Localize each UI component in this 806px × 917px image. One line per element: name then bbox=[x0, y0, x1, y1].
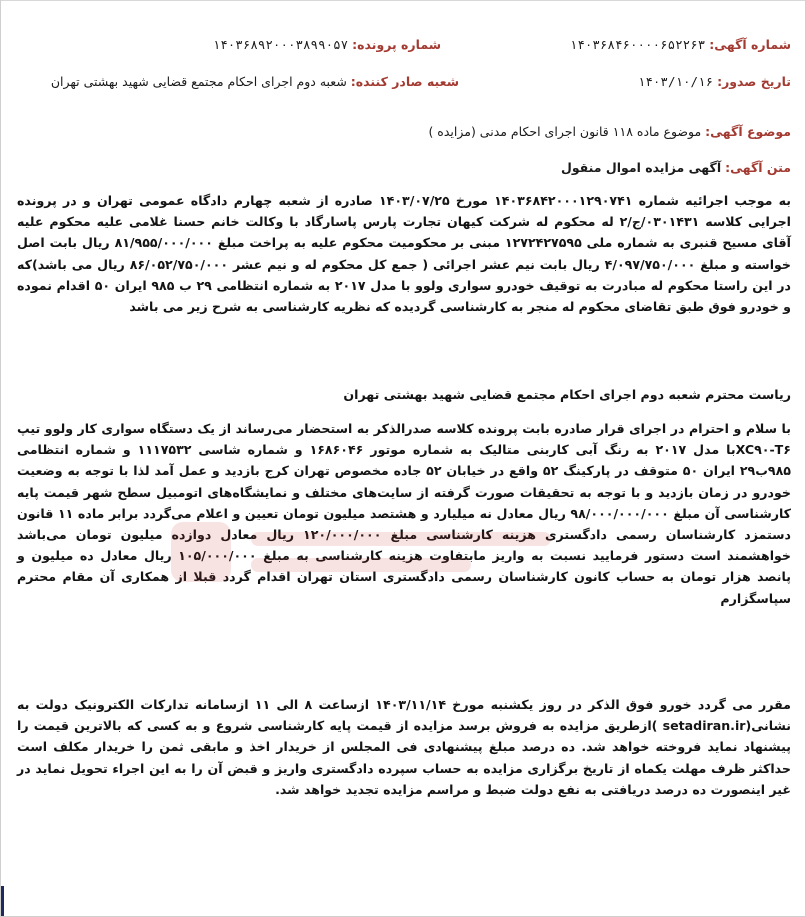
issue-date bbox=[638, 74, 791, 89]
body-paragraph-1 bbox=[17, 190, 791, 317]
paragraph-3-text: با سلام و احترام در اجرای قرار صادره بابت پرونده کلاسه صدرالذکر به استحضار می‌رساند از یک دستگاه سواری کار ولوو تیپ XC۹۰-T۶با مدل ۲۰۱۷ به رنگ آبی کاربنی متالیک به شماره موتور ۱۶۸۶۰۴۶ و شماره شاسی ۱۱۱۷۵۳۲ و شماره انتظامی ۹۸۵ب۲۹ ایران ۵۰ متوقف در پارکینگ ۵۲ واقع در خیابان ۵۲ جاده مخصوص تهران کرج بازدید و عمل آمد لذا با توجه به وضعیت خودرو در زمان بازدید و با توجه به تحقیقات صورت گرفته از سایت‌های مختلف و نمایشگاه‌های اتومبیل سطح شهر قیمت پایه کارشناسی آن مبلغ ۹۸/۰۰۰/۰۰۰/۰۰۰ ریال معادل نه میلیارد و هشتصد میلیون تومان تعیین و اعلام می‌گردد برابر ماده ۱۱ قانون دستمزد کارشناسان رسمی دادگستری هزینه کارشناسی مبلغ ۱۲۰/۰۰۰/۰۰۰ ریال معادل دوازده میلیون تومان می‌باشد خواهشمند است دستور فرمایید نسبت به واریز مابتفاوت هزینه کارشناسی به مبلغ ۱۰۵/۰۰۰/۰۰۰ ریال معادل ده میلیون و پانصد هزار تومان به حساب کانون کارشناسان رسمی دادگستری استان تهران اقدام گردد قبلا از همکاری آن مقام محترم سپاسگزارم bbox=[17, 421, 792, 606]
subject-value: موضوع ماده ۱۱۸ قانون اجرای احکام مدنی (مزایده ) bbox=[428, 124, 702, 139]
top-divider bbox=[1, 0, 805, 1]
text-title-label: متن آگهی: bbox=[725, 160, 791, 175]
paragraph-2-text: ریاست محترم شعبه دوم اجرای احکام مجتمع قضایی شهید بهشتی تهران bbox=[343, 387, 791, 402]
body-paragraph-4 bbox=[17, 694, 791, 800]
issuer-value: شعبه دوم اجرای احکام مجتمع قضایی شهید بهشتی تهران bbox=[50, 74, 347, 89]
subject bbox=[428, 124, 791, 139]
subject-label: موضوع آگهی: bbox=[705, 124, 791, 139]
body-paragraph-3 bbox=[17, 418, 791, 609]
text-title bbox=[561, 160, 791, 175]
issue-date-value: ۱۴۰۳/۱۰/۱۶ bbox=[637, 74, 714, 89]
issuer bbox=[51, 74, 459, 89]
text-title-value: آگهی مزایده اموال منقول bbox=[560, 160, 722, 175]
notice-number-value: ۱۴۰۳۶۸۴۶۰۰۰۰۶۵۲۲۶۳ bbox=[569, 37, 706, 52]
case-number-label: شماره پرونده: bbox=[352, 37, 441, 52]
paragraph-1-text: به موجب اجرائیه شماره ۱۴۰۳۶۸۴۲۰۰۰۱۲۹۰۷۴۱ مورخ ۱۴۰۳/۰۷/۲۵ صادره از شعبه چهارم دادگاه عمومی تهران و در پرونده اجرایی کلاسه ۰۳۰۱۴۳۱/ج/۲ له محکوم له شرکت کیهان تجارت پارس پاسارگاد با وکالت خانم حسنا غلامی علیه محکوم علیه آقای مسیح قنبری به شماره ملی ۱۲۷۲۴۲۷۵۹۵ مبنی بر محکومیت محکوم علیه به پراخت مبلغ ۸۱/۹۵۵/۰۰۰/۰۰۰ ریال بابت اصل خواسته و مبلغ ۴/۰۹۷/۷۵۰/۰۰۰ ریال بابت نیم عشر اجرائی ( جمع کل محکوم له و نیم عشر ۸۶/۰۵۲/۷۵۰/۰۰۰ ریال می باشد)که در این راستا محکوم له مبادرت به توقیف خودرو سواری ولوو با مدل ۲۰۱۷ به شماره انتظامی ۲۹ ب ۹۸۵ ایران ۵۰ اقدام نموده و خودرو فوق طبق تقاضای محکوم له منجر به کارشناسی گردیده که نظریه کارشناسی به شرح زیر می باشد bbox=[17, 193, 792, 315]
case-number-value: ۱۴۰۳۶۸۹۲۰۰۰۳۸۹۹۰۵۷ bbox=[212, 37, 349, 52]
case-number bbox=[213, 37, 441, 52]
page-edge-marker-icon bbox=[1, 886, 11, 916]
paragraph-4-text: مقرر می گردد خورو فوق الذکر در روز یکشنبه مورخ ۱۴۰۳/۱۱/۱۴ ازساعت ۸ الی ۱۱ ازسامانه تدارکات الکترونیک دولت به نشانی(setadiran.ir )ازطریق مزایده به فروش برسد مزایده از قیمت پایه کارشناسی شروع و به کسی که بالاترین قیمت را پیشنهاد نماید فروخته خواهد شد. ده درصد مبلغ پیشنهادی فی المجلس از خریدار اخذ و مابقی ثمن را خریدار مکلف است حداکثر ظرف مهلت یکماه از تاریخ برگزاری مزایده به حساب سپرده دادگستری واریز و قبض آن را به این اجراء تحویل نماید در غیر اینصورت ده درصد دریافتی به نفع دولت ضبط و مراسم مزایده تجدید خواهد شد. bbox=[17, 697, 791, 797]
issuer-label: شعبه صادر کننده: bbox=[350, 74, 459, 89]
notice-number bbox=[570, 37, 791, 52]
notice-number-label: شماره آگهی: bbox=[709, 37, 791, 52]
issue-date-label: تاریخ صدور: bbox=[717, 74, 791, 89]
body-paragraph-2 bbox=[17, 384, 791, 405]
